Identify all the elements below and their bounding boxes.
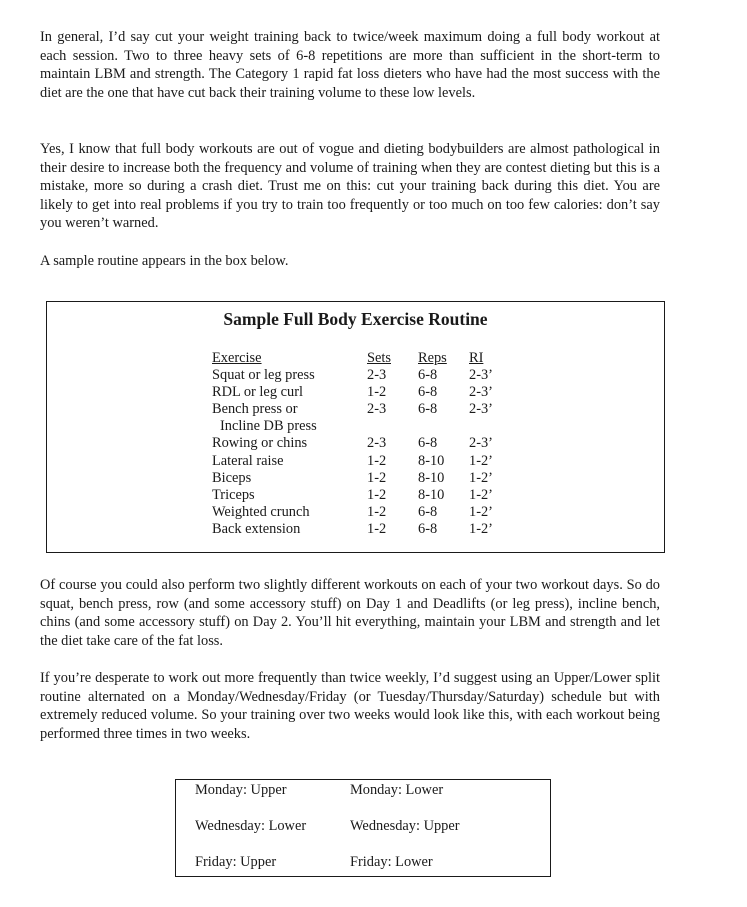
exercise-cell: Lateral raise [212, 452, 284, 469]
sets-cell: 2-3 [367, 401, 387, 418]
reps-cell: 8-10 [418, 452, 445, 469]
reps-cell [418, 418, 469, 435]
exercise-cell: Triceps [212, 486, 255, 503]
split-week2-day1: Monday: Lower [350, 782, 444, 798]
exercise-cell: Squat or leg press [212, 367, 315, 384]
paragraph-intro: In general, I’d say cut your weight training back to twice/week maximum doing a full body workout at each session. Two to three heavy sets of 6-8 repetitions are more than sufficient in the short-term to maintain LBM and strength. The Category 1 rapid fat loss dieters who have had the most success with the diet are the one that have cut back their training volume to these low levels. [40, 29, 660, 101]
header-exercise: Exercise [212, 350, 262, 366]
ri-cell: 1-2’ [469, 520, 493, 537]
paragraph-sample-intro: A sample routine appears in the box below. [40, 253, 289, 269]
routine-box [46, 301, 665, 553]
ri-cell: 1-2’ [469, 469, 493, 486]
sets-cell: 2-3 [367, 367, 387, 384]
table-row [212, 384, 509, 401]
exercise-cell: Incline DB press [220, 418, 317, 435]
sets-cell [367, 418, 418, 435]
table-row [212, 504, 509, 521]
header-sets: Sets [367, 350, 391, 366]
split-schedule-box [175, 779, 551, 877]
reps-cell: 6-8 [418, 435, 438, 452]
table-row [212, 367, 509, 384]
header-ri: RI [469, 350, 484, 366]
exercise-cell: Bench press or [212, 401, 298, 418]
split-week1-day1: Monday: Upper [195, 782, 287, 798]
ri-cell: 2-3’ [469, 435, 493, 452]
sets-cell: 1-2 [367, 503, 387, 520]
sets-cell: 1-2 [367, 469, 387, 486]
reps-cell: 6-8 [418, 503, 438, 520]
exercise-cell: Biceps [212, 469, 252, 486]
reps-cell: 8-10 [418, 469, 445, 486]
split-week1-day2: Wednesday: Lower [195, 818, 307, 834]
routine-title: Sample Full Body Exercise Routine [223, 309, 488, 329]
sets-cell: 1-2 [367, 384, 387, 401]
split-week1-day3: Friday: Upper [195, 854, 277, 870]
sets-cell: 1-2 [367, 520, 387, 537]
paragraph-upper-lower-split: If you’re desperate to work out more frequently than twice weekly, I’d suggest using an Upper/Lower split routine alternated on a Monday/Wednesday/Friday (or Tuesday/Thursday/Saturday) schedule but with extremely reduced volume. So your training over two weeks would look like this, with each workout being performed three times in two weeks. [40, 670, 660, 742]
table-row [212, 435, 509, 452]
sets-cell: 1-2 [367, 486, 387, 503]
sets-cell: 1-2 [367, 452, 387, 469]
exercise-cell: RDL or leg curl [212, 384, 303, 401]
exercise-cell: Rowing or chins [212, 435, 308, 452]
ri-cell: 2-3’ [469, 367, 493, 384]
routine-table [212, 350, 509, 538]
ri-cell [469, 418, 509, 435]
table-row [212, 453, 509, 470]
table-row [212, 401, 509, 418]
reps-cell: 6-8 [418, 401, 438, 418]
split-week2-day2: Wednesday: Upper [350, 818, 460, 834]
exercise-cell: Weighted crunch [212, 503, 310, 520]
reps-cell: 6-8 [418, 520, 438, 537]
ri-cell: 2-3’ [469, 401, 493, 418]
header-reps: Reps [418, 350, 447, 366]
exercise-cell: Back extension [212, 520, 301, 537]
reps-cell: 6-8 [418, 367, 438, 384]
table-row [212, 521, 509, 538]
table-row [212, 418, 509, 435]
split-week2-day3: Friday: Lower [350, 854, 433, 870]
ri-cell: 2-3’ [469, 384, 493, 401]
ri-cell: 1-2’ [469, 452, 493, 469]
paragraph-two-workouts: Of course you could also perform two slightly different workouts on each of your two workout days. So do squat, bench press, row (and some accessory stuff) on Day 1 and Deadlifts (or leg press), incline bench, chins (and some accessory stuff) on Day 2. You’ll hit everything, maintain your LBM and strength and let the diet take care of the fat loss. [40, 577, 660, 649]
paragraph-full-body-advice: Yes, I know that full body workouts are out of vogue and dieting bodybuilders are almost pathological in their desire to increase both the frequency and volume of training when they are contest dieting but this is a mistake, more so during a crash diet. Trust me on this: cut your training back during this diet. You are likely to get into real problems if you try to train too frequently or too much on too few calories: don’t say you weren’t warned. [40, 141, 660, 232]
table-row [212, 470, 509, 487]
routine-header-row [212, 350, 509, 367]
sets-cell: 2-3 [367, 435, 387, 452]
reps-cell: 6-8 [418, 384, 438, 401]
reps-cell: 8-10 [418, 486, 445, 503]
ri-cell: 1-2’ [469, 486, 493, 503]
ri-cell: 1-2’ [469, 503, 493, 520]
table-row [212, 487, 509, 504]
